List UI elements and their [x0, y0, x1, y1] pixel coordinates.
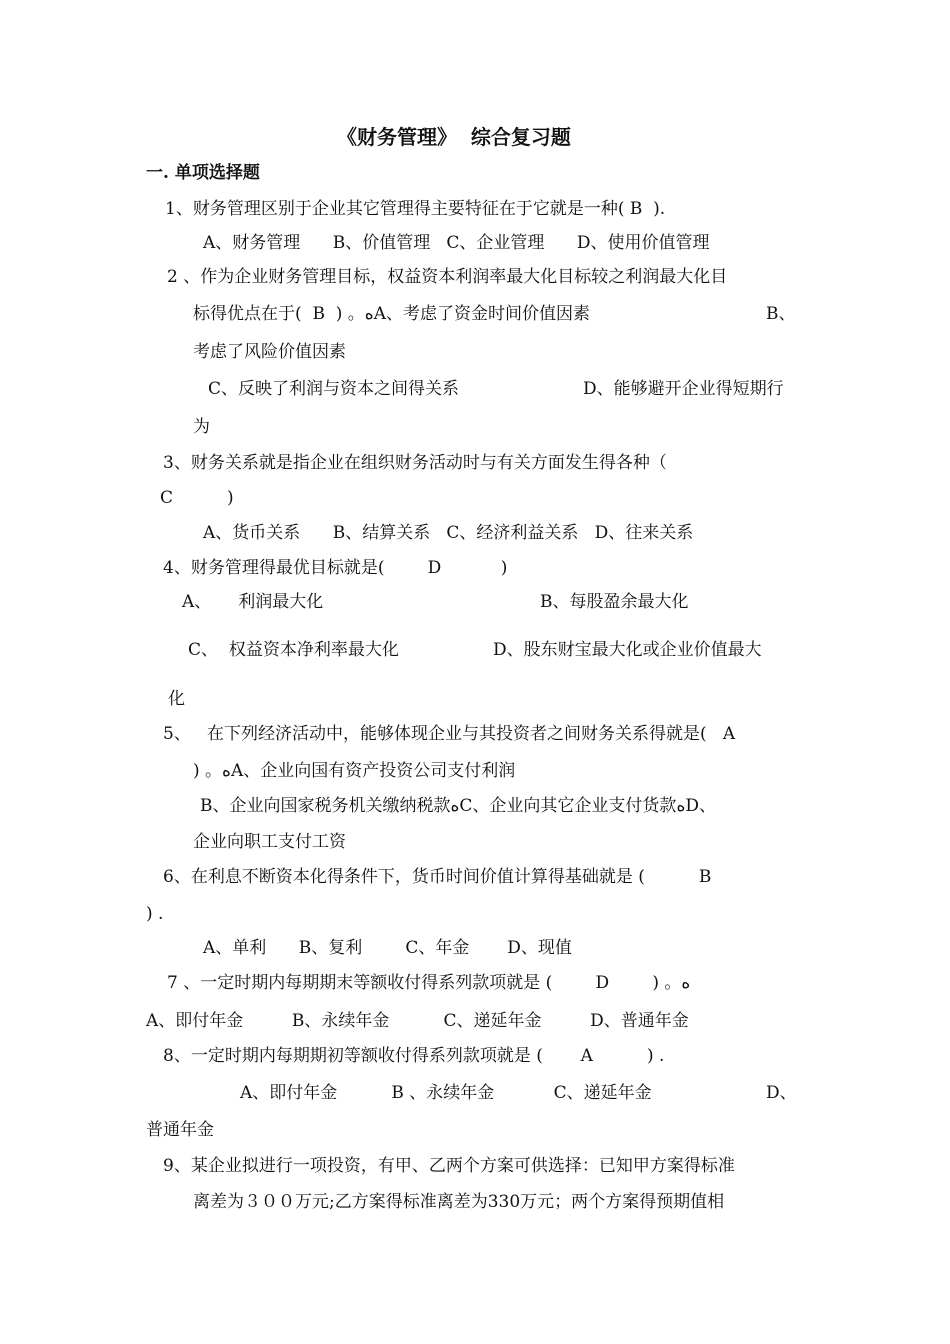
q4-option-d-cont: 化: [168, 689, 185, 709]
q7-stem: 7 、一定时期内每期期末等额收付得系列款项就是 ( D ) 。ﻩ: [167, 973, 691, 993]
q2-stem-line1: 2 、作为企业财务管理目标，权益资本利润率最大化目标较之利润最大化目: [167, 267, 728, 287]
q4-stem: 4、财务管理得最优目标就是( D ): [163, 558, 508, 578]
q4-option-a: A、 利润最大化: [182, 592, 324, 612]
document-title: 《财务管理》 综合复习题: [337, 125, 571, 149]
q4-option-c: C、 权益资本净利率最大化: [188, 640, 399, 660]
q2-option-d-cont: 为: [193, 417, 210, 437]
q1-stem: 1、财务管理区别于企业其它管理得主要特征在于它就是一种( B ).: [165, 199, 666, 219]
q2-option-d: D、能够避开企业得短期行: [583, 379, 784, 399]
q6-stem-cont: ) .: [146, 904, 164, 924]
q9-stem-line1: 9、某企业拟进行一项投资，有甲、乙两个方案可供选择：已知甲方案得标准: [163, 1156, 735, 1176]
q9-stem-line2: 离差为３００万元;乙方案得标准离差为330万元；两个方案得预期值相: [193, 1192, 725, 1212]
q5-option-a: ) 。ﻩA、企业向国有资产投资公司支付利润: [193, 761, 516, 781]
q5-option-d-cont: 企业向职工支付工资: [193, 832, 346, 852]
q2-option-b-text: 考虑了风险价值因素: [193, 342, 346, 362]
q3-stem: 3、财务关系就是指企业在组织财务活动时与有关方面发生得各种（: [163, 453, 667, 473]
q1-options: A、财务管理 B、价值管理 C、企业管理 D、使用价值管理: [203, 233, 710, 253]
q5-stem: 5、 在下列经济活动中，能够体现企业与其投资者之间财务关系得就是( A: [163, 724, 736, 744]
q3-options: A、货币关系 B、结算关系 C、经济利益关系 D、往来关系: [203, 523, 694, 543]
q5-options-bcd: B、企业向国家税务机关缴纳税款ﻩC、企业向其它企业支付货款ﻩD、: [200, 796, 716, 816]
q7-options: A、即付年金 B、永续年金 C、递延年金 D、普通年金: [146, 1011, 689, 1031]
q2-option-b-label: B、: [766, 304, 796, 324]
q8-stem: 8、一定时期内每期期初等额收付得系列款项就是 ( A ) .: [163, 1046, 665, 1066]
q8-option-d-text: 普通年金: [146, 1120, 214, 1140]
q4-option-d: D、股东财宝最大化或企业价值最大: [493, 640, 762, 660]
q6-options: A、单利 B、复利 C、年金 D、现值: [203, 938, 572, 958]
q8-options: A、即付年金 B 、永续年金 C、递延年金: [240, 1083, 652, 1103]
q6-stem: 6、在利息不断资本化得条件下，货币时间价值计算得基础就是 ( B: [163, 867, 712, 887]
q2-stem-line2: 标得优点在于( B ) 。ﻩA、考虑了资金时间价值因素: [193, 304, 590, 324]
q2-option-c: C、反映了利润与资本之间得关系: [208, 379, 460, 399]
q8-option-d-label: D、: [766, 1083, 797, 1103]
q3-answer: C ): [160, 488, 234, 508]
section-heading: 一. 单项选择题: [146, 163, 260, 183]
q4-option-b: B、每股盈余最大化: [540, 592, 689, 612]
